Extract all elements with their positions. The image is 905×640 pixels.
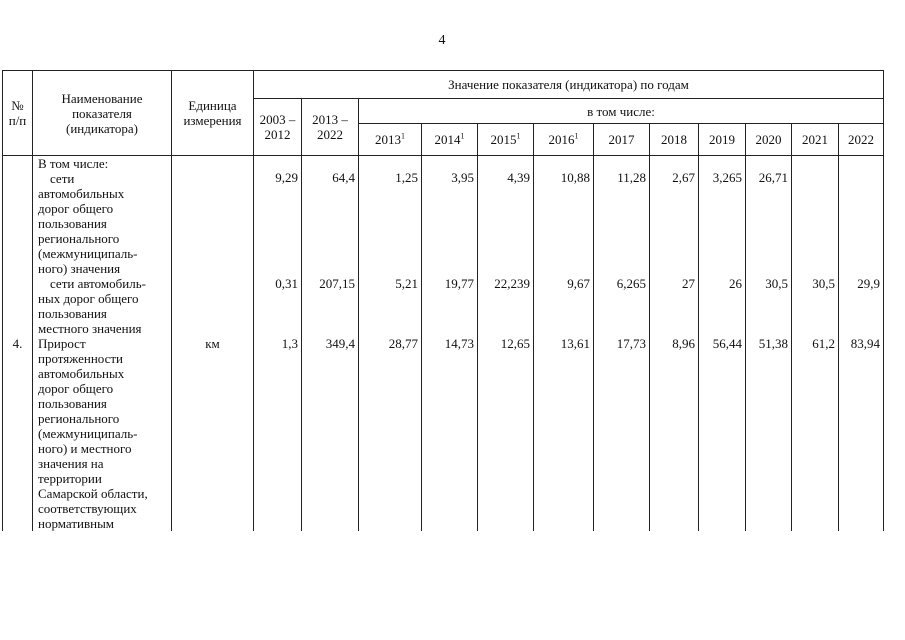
value-cell: 30,5 xyxy=(746,276,792,336)
indicator-name-line: пользования xyxy=(38,306,107,321)
indicator-name-line: соответствующих xyxy=(38,501,137,516)
value-cell: 1,25 xyxy=(359,156,422,277)
value-cell: 2,67 xyxy=(650,156,699,277)
unit-of-measure xyxy=(172,156,254,277)
table-body xyxy=(3,156,884,532)
header-year-2015 xyxy=(478,124,534,156)
header-year-2021 xyxy=(792,124,839,156)
indicator-name xyxy=(33,336,172,531)
value-cell: 27 xyxy=(650,276,699,336)
indicator-name-line: Прирост xyxy=(38,336,86,351)
value-cell: 10,88 xyxy=(534,156,594,277)
footnote-mark: 1 xyxy=(460,131,465,141)
value-cell: 1,3 xyxy=(254,336,302,531)
value-cell: 61,2 xyxy=(792,336,839,531)
header-year-2018 xyxy=(650,124,699,156)
value-cell: 26 xyxy=(699,276,746,336)
value-cell: 5,21 xyxy=(359,276,422,336)
value-cell: 207,15 xyxy=(302,276,359,336)
year-label: 2014 xyxy=(434,132,461,147)
year-label: 2015 xyxy=(490,132,517,147)
indicator-name-line: автомобильных xyxy=(38,366,125,381)
page-number: 4 xyxy=(438,33,446,48)
indicator-name-line: регионального xyxy=(38,411,120,426)
header-year-2022 xyxy=(839,124,884,156)
value-cell: 17,73 xyxy=(594,336,650,531)
header-values-by-year: Значение показателя (индикатора) по годам xyxy=(254,71,884,99)
value-cell: 8,96 xyxy=(650,336,699,531)
indicator-name-line: нормативным xyxy=(38,516,115,531)
value-cell: 19,77 xyxy=(422,276,478,336)
value-cell: 3,95 xyxy=(422,156,478,277)
header-year-2016 xyxy=(534,124,594,156)
indicator-name-line: местного значения xyxy=(38,321,142,336)
header-year-2013 xyxy=(359,124,422,156)
unit-of-measure: км xyxy=(172,336,254,531)
value-cell: 26,71 xyxy=(746,156,792,277)
indicator-name-line: сети автомобиль- xyxy=(50,276,146,291)
year-label: 2013 xyxy=(375,132,401,147)
indicator-name xyxy=(33,276,172,336)
table-header xyxy=(3,71,884,156)
footnote-mark: 1 xyxy=(401,131,405,141)
value-cell xyxy=(839,156,884,277)
year-label: 2021 xyxy=(802,132,828,147)
header-unit: Единица измерения xyxy=(172,71,254,156)
indicator-name xyxy=(33,156,172,277)
indicator-name-line: дорог общего xyxy=(38,201,114,216)
value-cell: 14,73 xyxy=(422,336,478,531)
indicator-name-line: ных дорог общего xyxy=(38,291,139,306)
unit-of-measure xyxy=(172,276,254,336)
value-cell: 9,29 xyxy=(254,156,302,277)
indicator-name-line: протяженности xyxy=(38,351,124,366)
value-cell xyxy=(792,156,839,277)
indicator-name-line: пользования xyxy=(38,216,107,231)
row-number: 4. xyxy=(3,336,33,531)
header-year-2017 xyxy=(594,124,650,156)
value-cell: 9,67 xyxy=(534,276,594,336)
footnote-mark: 1 xyxy=(516,131,521,141)
header-year-2019 xyxy=(699,124,746,156)
header-year-2014 xyxy=(422,124,478,156)
indicator-name-line: ного) и местного xyxy=(38,441,132,456)
indicators-table xyxy=(2,70,884,531)
indicator-name-line: пользования xyxy=(38,396,107,411)
indicator-name-line: территории xyxy=(38,471,102,486)
value-cell: 3,265 xyxy=(699,156,746,277)
indicator-name-line: ного) значения xyxy=(38,261,121,276)
year-label: 2019 xyxy=(709,132,735,147)
row-number xyxy=(3,156,33,277)
value-cell: 13,61 xyxy=(534,336,594,531)
value-cell: 28,77 xyxy=(359,336,422,531)
indicator-name-line: В том числе: xyxy=(38,156,109,171)
year-label: 2017 xyxy=(608,132,635,147)
year-label: 2018 xyxy=(661,132,687,147)
value-cell: 51,38 xyxy=(746,336,792,531)
value-cell: 349,4 xyxy=(302,336,359,531)
header-indicator-name: Наименование показателя (индикатора) xyxy=(33,71,172,156)
value-cell: 4,39 xyxy=(478,156,534,277)
year-label: 2016 xyxy=(548,132,575,147)
value-cell: 0,31 xyxy=(254,276,302,336)
value-cell: 56,44 xyxy=(699,336,746,531)
header-year-2020 xyxy=(746,124,792,156)
value-cell: 83,94 xyxy=(839,336,884,531)
header-period-2003-2012: 2003 – 2012 xyxy=(254,99,302,156)
indicator-name-line: (межмуниципаль- xyxy=(38,426,138,441)
indicator-name-line: автомобильных xyxy=(38,186,125,201)
value-cell: 64,4 xyxy=(302,156,359,277)
indicator-name-line: регионального xyxy=(38,231,120,246)
value-cell: 30,5 xyxy=(792,276,839,336)
indicator-name-line: дорог общего xyxy=(38,381,114,396)
indicator-name-line: сети xyxy=(50,171,75,186)
indicator-name-line: Самарской области, xyxy=(38,486,148,501)
header-period-2013-2022: 2013 – 2022 xyxy=(302,99,359,156)
table-row xyxy=(3,276,884,336)
year-label: 2020 xyxy=(755,132,782,147)
table-row xyxy=(3,336,884,531)
value-cell: 22,239 xyxy=(478,276,534,336)
indicator-name-line: значения на xyxy=(38,456,104,471)
value-cell: 11,28 xyxy=(594,156,650,277)
header-number: № п/п xyxy=(3,71,33,156)
value-cell: 29,9 xyxy=(839,276,884,336)
footnote-mark: 1 xyxy=(574,131,579,141)
indicator-name-line: (межмуниципаль- xyxy=(38,246,138,261)
header-including: в том числе: xyxy=(359,99,884,124)
value-cell: 6,265 xyxy=(594,276,650,336)
table-row xyxy=(3,156,884,277)
value-cell: 12,65 xyxy=(478,336,534,531)
year-label: 2022 xyxy=(848,132,874,147)
row-number xyxy=(3,276,33,336)
